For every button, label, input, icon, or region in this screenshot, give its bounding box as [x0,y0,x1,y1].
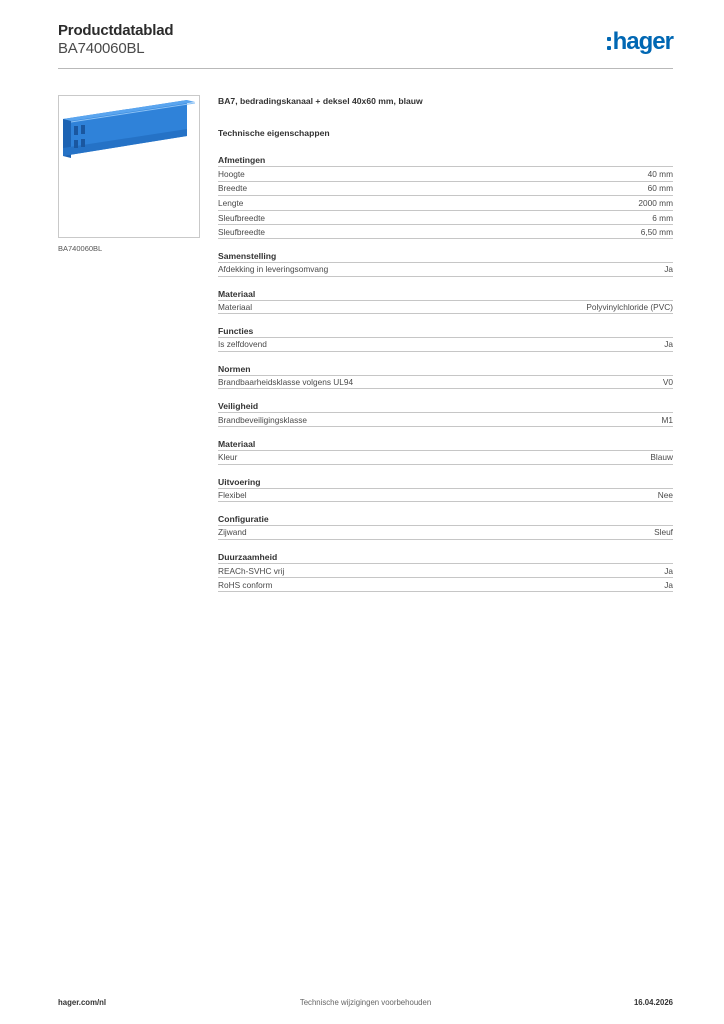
footer-date: 16.04.2026 [633,998,673,1007]
row-label: Materiaal [218,301,253,312]
product-image [58,95,200,238]
row-value: Sleuf [654,527,673,538]
hager-logo[interactable] [607,30,673,54]
section-title: Normen [218,363,251,374]
row-label: Flexibel [218,489,247,500]
cable-duct-image [59,96,199,237]
row-value: V0 [662,377,673,388]
table-row [218,375,673,390]
row-label: RoHS conform [218,579,273,590]
section-title: Samenstelling [218,250,277,261]
row-label: Hoogte [218,168,245,179]
row-label: Is zelfdovend [218,339,267,350]
section-title: Duurzaamheid [218,551,278,562]
table-row [218,224,673,239]
row-label: Brandbeveiligingsklasse [218,414,308,425]
section-composition [218,250,673,277]
row-value: 6,50 mm [640,226,673,237]
product-title: BA7, bedradingskanaal + deksel 40x60 mm, blauw [218,96,423,106]
product-details [218,96,673,603]
page-header [58,22,673,68]
technical-properties-title: Technische eigenschappen [218,128,330,138]
section-design [218,476,673,503]
footer-notice: Technische wijzigingen voorbehouden [299,998,432,1007]
row-label: Brandbaarheidsklasse volgens UL94 [218,377,354,388]
section-functions [218,325,673,352]
image-caption: BA740060BL [58,244,103,253]
table-row [218,262,673,277]
row-value: 6 mm [652,212,673,223]
row-label: Lengte [218,197,244,208]
table-row [218,450,673,465]
logo-colon-icon [607,37,611,50]
section-title: Functies [218,326,254,337]
table-row [218,412,673,427]
row-value: Polyvinylchloride (PVC) [586,301,673,312]
section-title: Veiligheid [218,401,259,412]
section-title: Uitvoering [218,476,261,487]
section-configuration [218,513,673,540]
page-footer [58,998,673,1010]
section-standards [218,363,673,390]
row-label: Afdekking in leveringsomvang [218,264,329,275]
row-value: Ja [664,264,673,275]
table-row [218,488,673,503]
row-value: Blauw [650,452,673,463]
section-sustainability [218,551,673,592]
property-sections [218,154,673,592]
row-value: Ja [664,565,673,576]
row-label: Kleur [218,452,238,463]
section-material [218,288,673,315]
section-dimensions [218,154,673,239]
row-label: Sleufbreedte [218,226,266,237]
row-value: 40 mm [647,168,673,179]
header-divider [58,68,673,69]
table-row [218,210,673,225]
row-label: Zijwand [218,527,247,538]
table-row [218,563,673,578]
row-label: Sleufbreedte [218,212,266,223]
table-row [218,525,673,540]
table-row [218,300,673,315]
table-row [218,195,673,210]
section-title: Configuratie [218,514,269,525]
product-code: BA740060BL [58,40,145,57]
table-row [218,166,673,181]
row-label: Breedte [218,183,248,194]
row-value: M1 [661,414,673,425]
table-row [218,181,673,196]
section-title: Afmetingen [218,155,266,165]
row-value: Ja [664,339,673,350]
logo-wordmark: hager [612,28,673,55]
section-title: Materiaal [218,438,256,449]
footer-website-link[interactable]: hager.com/nl [58,998,107,1007]
row-value: 2000 mm [638,197,673,208]
row-label: REACh-SVHC vrij [218,565,285,576]
document-title: Productdatablad [58,22,174,39]
section-material-color [218,438,673,465]
table-row [218,337,673,352]
section-title: Materiaal [218,288,256,299]
row-value: 60 mm [647,183,673,194]
row-value: Ja [664,579,673,590]
row-value: Nee [657,489,673,500]
section-safety [218,400,673,427]
table-row [218,577,673,592]
